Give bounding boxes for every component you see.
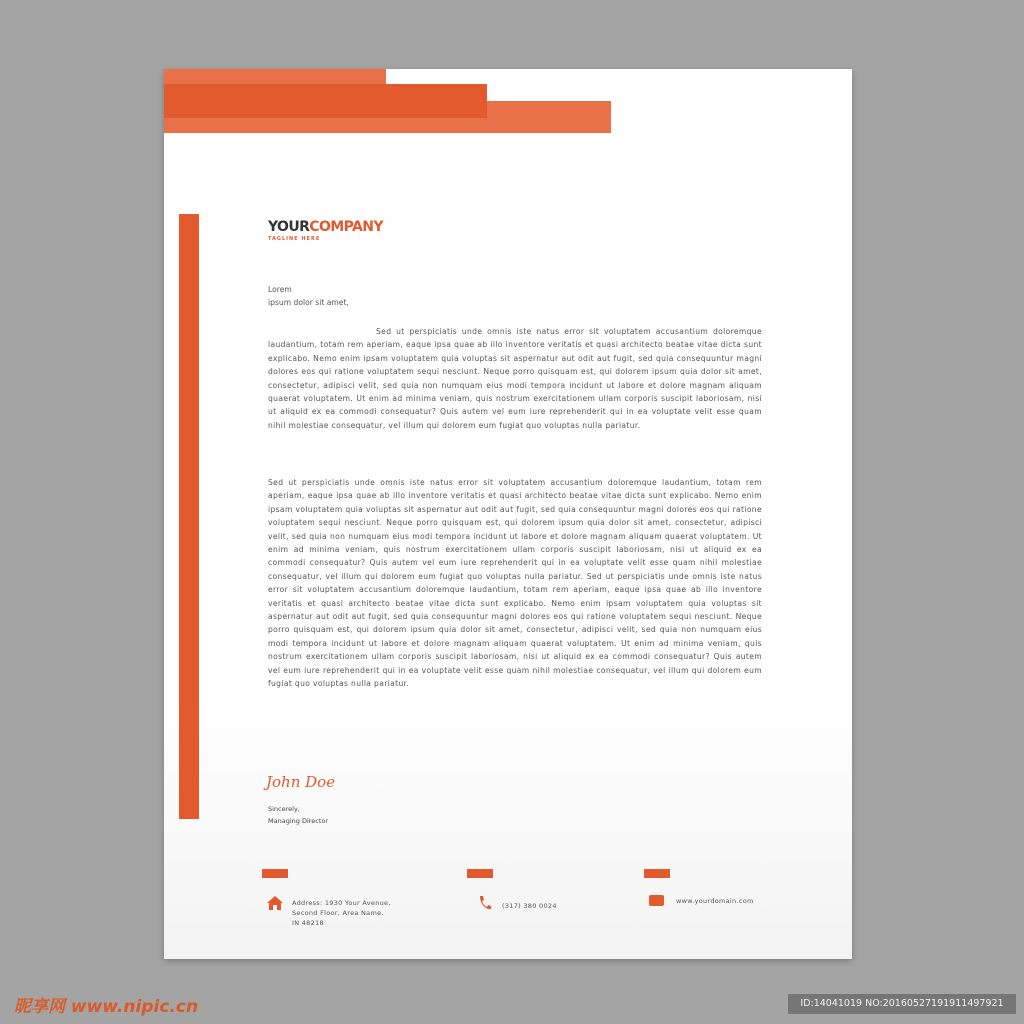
logo-wordmark bbox=[268, 219, 383, 235]
watermark-id: ID:14041019 NO:20160527191911497921 bbox=[788, 994, 1016, 1014]
closing-text: Sincerely, bbox=[268, 805, 300, 813]
signature: John Doe bbox=[266, 773, 336, 791]
logo-tagline: TAGLINE HERE bbox=[268, 236, 321, 242]
home-icon bbox=[266, 895, 284, 915]
header-band bbox=[164, 69, 386, 85]
closing-block bbox=[268, 803, 328, 827]
contact-divider bbox=[467, 869, 493, 878]
greeting-line-1: Lorem bbox=[268, 285, 292, 294]
logo-word-your: YOUR bbox=[268, 219, 310, 235]
address-block bbox=[292, 898, 442, 928]
address-line-3: IN 48218 bbox=[292, 919, 324, 927]
phone-icon bbox=[478, 895, 492, 915]
phone-number: (317) 380 0024 bbox=[502, 902, 557, 910]
body-paragraph-1: Sed ut perspiciatis unde omnis iste natus error sit voluptatem accusantium doloremque laudantium, totam rem aperiam, eaque ipsa quae ab illo inventore veritatis et quasi architecto beatae vitae dicta sunt explicabo. Nemo enim ipsam voluptatem quia voluptas sit aspernatur aut odit aut fugit, sed quia consequuntur magni dolores eos qui ratione voluptatem sequi nesciunt. Neque porro quisquam est, qui dolorem ipsum quia dolor sit amet, consectetur, adipisci velit, sed quia non numquam eius modi tempora incidunt ut labore et dolore magnam aliquam quaerat voluptatem. Ut enim ad minima veniam, quis nostrum exercitationem ullam corporis suscipit laboriosam, nisi ut aliquid ex ea commodi consequatur? Quis autem vel eum iure reprehenderit qui in ea voluptate velit esse quam nihil molestiae consequatur, vel illum qui dolorem eum fugiat quo voluptas nulla pariatur. bbox=[268, 327, 762, 430]
logo-word-company: COMPANY bbox=[309, 219, 383, 235]
letterhead-page bbox=[164, 69, 852, 959]
watermark-site: 昵享网 www.nipic.cn bbox=[14, 997, 199, 1017]
web-icon bbox=[649, 895, 664, 906]
contact-divider bbox=[644, 869, 670, 878]
address-line-1: Address: 1930 Your Avenue, bbox=[292, 899, 391, 907]
body-paragraph-2: Sed ut perspiciatis unde omnis iste natus error sit voluptatem accusantium doloremque laudantium, totam rem aperiam, eaque ipsa quae ab illo inventore veritatis et quasi architecto beatae vitae dicta sunt explicabo. Nemo enim ipsam voluptatem quia voluptas sit aspernatur aut odit aut fugit, sed quia consequuntur magni dolores eos qui ratione voluptatem sequi nesciunt. Neque porro quisquam est, qui dolorem ipsum quia dolor sit amet, consectetur, adipisci velit, sed quia non numquam eius modi tempora incidunt ut labore et dolore magnam aliquam quaerat voluptatem. Ut enim ad minima veniam, quis nostrum exercitationem ullam corporis suscipit laboriosam, nisi ut aliquid ex ea commodi consequatur? Quis autem vel eum iure reprehenderit qui in ea voluptate velit esse quam nihil molestiae consequatur, vel illum qui dolorem eum fugiat quo voluptas nulla pariatur. Sed ut perspiciatis unde omnis iste natus error sit voluptatem accusantium doloremque laudantium, totam rem aperiam, eaque ipsa quae ab illo inventore veritatis et quasi architecto beatae vitae dicta sunt explicabo. Nemo enim ipsam voluptatem quia voluptas sit aspernatur aut odit aut fugit, sed quia consequuntur magni dolores eos qui ratione voluptatem sequi nesciunt. Neque porro quisquam est, qui dolorem ipsum quia dolor sit amet, consectetur, adipisci velit, sed quia non numquam eius modi tempora incidunt ut labore et dolore magnam aliquam quaerat voluptatem. Ut enim ad minima veniam, quis nostrum exercitationem ullam corporis suscipit laboriosam, nisi ut aliquid ex ea commodi consequatur? Quis autem vel eum iure reprehenderit qui in ea voluptate velit esse quam nihil molestiae consequatur, vel illum qui dolorem eum fugiat quo voluptas nulla pariatur. bbox=[268, 478, 762, 689]
signer-title: Managing Director bbox=[268, 817, 329, 825]
website: www.yourdomain.com bbox=[676, 897, 754, 905]
greeting-line-2: ipsum dolor sit amet, bbox=[268, 298, 349, 308]
header-band bbox=[164, 84, 487, 118]
greeting bbox=[268, 283, 768, 310]
contact-divider bbox=[262, 869, 288, 878]
address-line-2: Second Floor, Area Name, bbox=[292, 909, 384, 917]
company-logo bbox=[268, 219, 383, 242]
side-accent-bar bbox=[179, 214, 199, 819]
